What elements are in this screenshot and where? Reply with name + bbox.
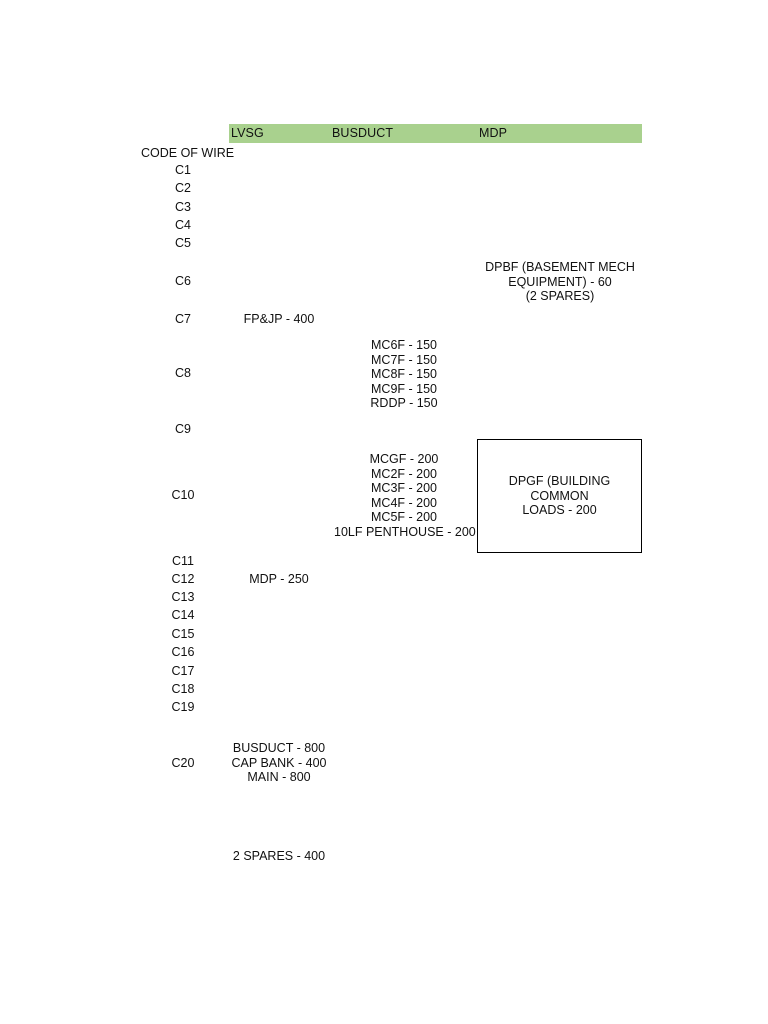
c20-lvsg-line: CAP BANK - 400 [231, 755, 327, 770]
code-c13: C13 [171, 590, 195, 604]
c8-busduct-line: MC9F - 150 [371, 381, 437, 396]
code-c15: C15 [171, 627, 195, 641]
c10-mdp-cell [477, 439, 642, 553]
code-c11: C11 [171, 554, 194, 568]
c12-lvsg-cell: MDP - 250 [249, 572, 309, 586]
column-header-lvsg: LVSG [231, 126, 264, 140]
code-c2: C2 [175, 181, 191, 195]
c10-busduct-line: MC5F - 200 [371, 510, 437, 524]
column-header-bar [229, 124, 642, 143]
code-c1: C1 [175, 163, 191, 177]
code-c16: C16 [171, 645, 195, 659]
c6-mdp-cell [478, 260, 642, 304]
code-c17: C17 [171, 664, 195, 678]
code-c10: C10 [171, 488, 195, 502]
code-c14: C14 [171, 608, 195, 622]
code-c8: C8 [175, 366, 191, 380]
spares-lvsg-cell: 2 SPARES - 400 [232, 849, 326, 863]
c8-busduct-line: RDDP - 150 [370, 396, 438, 410]
c7-lvsg-cell: FP&JP - 400 [243, 312, 315, 326]
c8-busduct-cell [334, 338, 474, 411]
column-header-busduct: BUSDUCT [332, 126, 394, 140]
c6-mdp-line: DPBF (BASEMENT MECH [485, 260, 635, 274]
code-c12: C12 [171, 572, 195, 586]
code-c20: C20 [171, 756, 195, 770]
c6-mdp-line: EQUIPMENT) - 60 [508, 274, 612, 289]
code-c4: C4 [175, 218, 191, 232]
code-c3: C3 [175, 200, 191, 214]
c10-mdp-line: LOADS - 200 [522, 503, 597, 518]
row-header-code-of-wire: CODE OF WIRE [141, 146, 235, 160]
code-c5: C5 [175, 236, 191, 250]
c10-busduct-cell [334, 452, 474, 539]
c10-mdp-line: DPGF (BUILDING COMMON [508, 474, 611, 503]
c10-busduct-line: MCGF - 200 [369, 452, 439, 466]
c6-mdp-line: (2 SPARES) [525, 289, 595, 303]
c8-busduct-line: MC6F - 150 [371, 338, 437, 352]
c8-busduct-line: MC7F - 150 [371, 352, 437, 367]
code-c6: C6 [175, 274, 191, 288]
c20-lvsg-cell [229, 741, 329, 785]
code-c7: C7 [175, 312, 191, 326]
code-c19: C19 [171, 700, 195, 714]
c8-busduct-line: MC8F - 150 [371, 367, 437, 381]
c10-busduct-line: MC4F - 200 [371, 495, 437, 510]
c10-busduct-line: MC2F - 200 [371, 466, 437, 481]
column-header-mdp: MDP [479, 126, 508, 140]
c20-lvsg-line: MAIN - 800 [247, 770, 311, 784]
code-c18: C18 [171, 682, 195, 696]
c10-busduct-line: MC3F - 200 [371, 481, 437, 495]
code-c9: C9 [175, 422, 191, 436]
c20-lvsg-line: BUSDUCT - 800 [232, 741, 326, 755]
c10-busduct-line: 10LF PENTHOUSE - 200 [334, 524, 476, 539]
